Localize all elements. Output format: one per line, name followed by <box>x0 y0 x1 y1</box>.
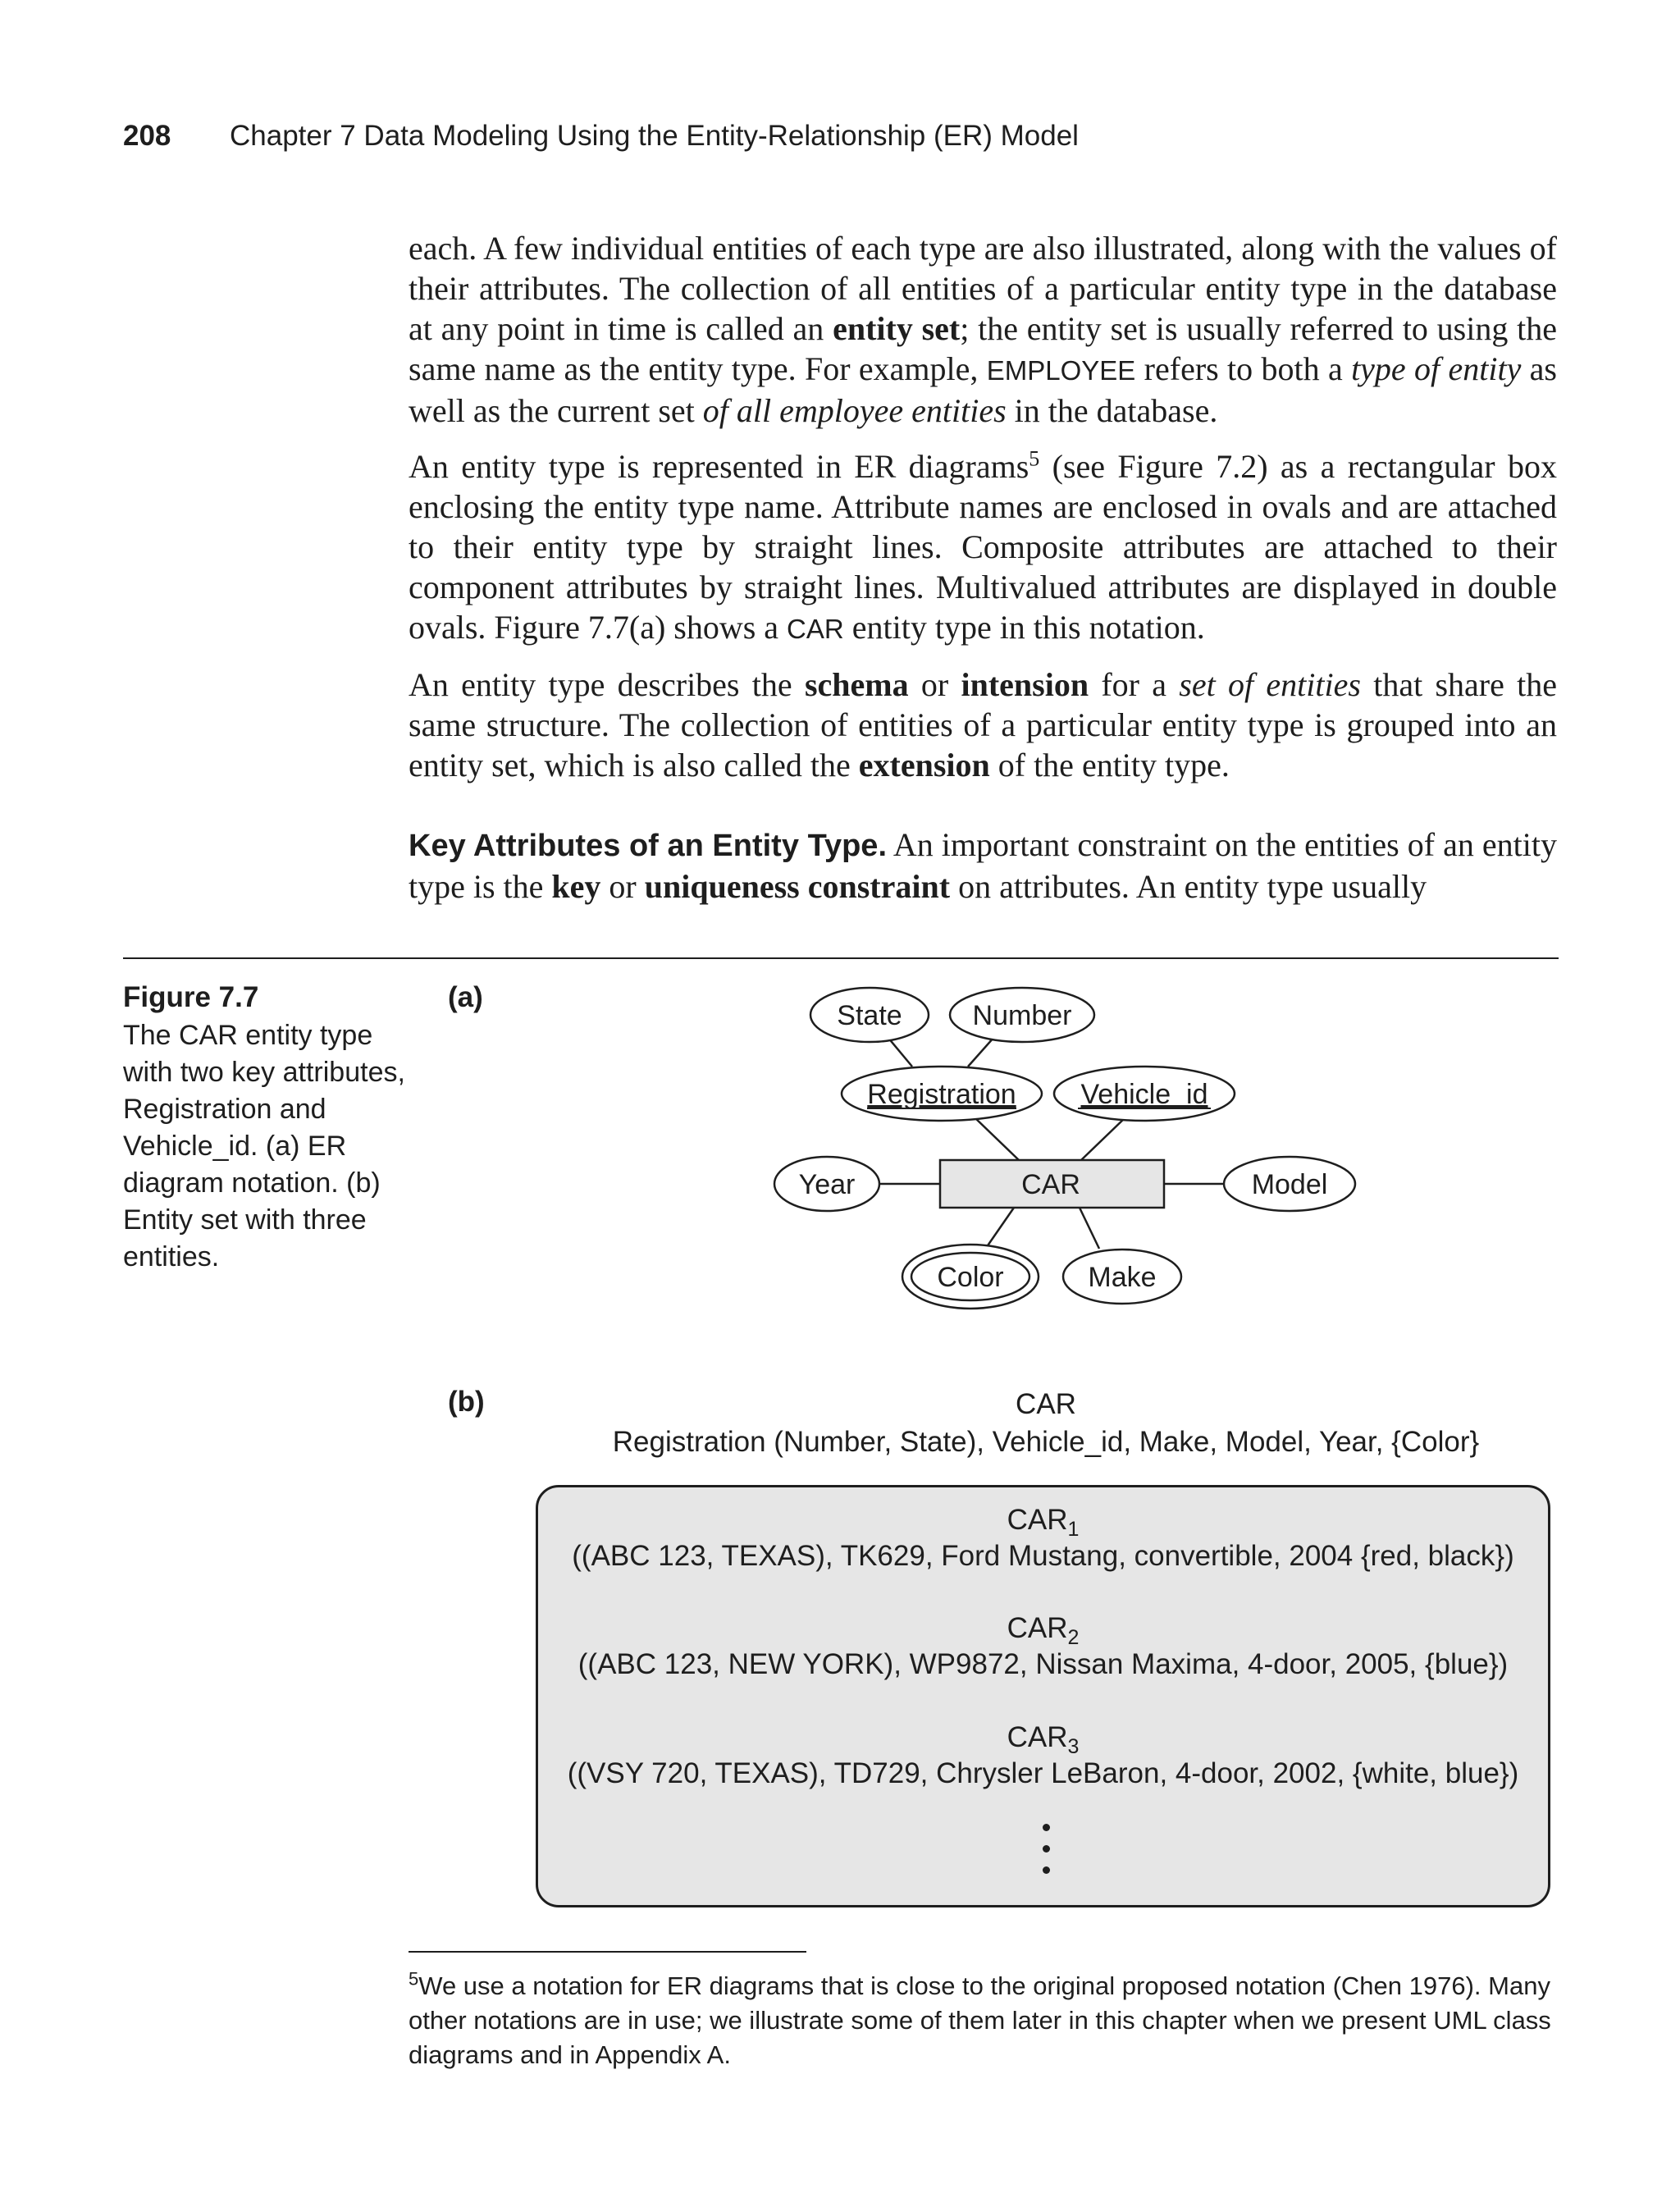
italic-term: set of entities <box>1179 666 1361 703</box>
paragraph-4 <box>409 825 1557 907</box>
attribute-make-label: Make <box>1088 1262 1157 1293</box>
entity-name: EMPLOYEE <box>986 355 1136 386</box>
figure-label: Figure 7.7 <box>123 981 259 1013</box>
footnote-marker: 5 <box>409 1968 419 1990</box>
connector-registration-car <box>975 1117 1019 1160</box>
bold-term: intension <box>961 666 1089 703</box>
bold-term: entity set <box>833 310 961 347</box>
footnote <box>409 1969 1557 2072</box>
text-run: ; the entity set is usually referred to using the same name as the entity type. For example, <box>409 310 1557 387</box>
running-head: Chapter 7 Data Modeling Using the Entity-Relationship (ER) Model <box>230 120 1079 152</box>
text-run: entity type in this notation. <box>843 609 1205 646</box>
ellipsis-dot <box>1043 1824 1050 1831</box>
connector-car-make <box>1080 1208 1099 1249</box>
entity-car-label: CAR <box>1021 1169 1080 1200</box>
text-run: refers to both a <box>1135 350 1352 387</box>
entity-name: CAR <box>1007 1504 1068 1536</box>
attribute-state-label: State <box>837 1000 902 1031</box>
paragraph-3 <box>409 665 1557 785</box>
entity-car-3-values: ((VSY 720, TEXAS), TD729, Chrysler LeBaron, 4-door, 2002, {white, blue}) <box>567 1757 1519 1789</box>
footnote-marker: 5 <box>1029 446 1040 471</box>
text-run: An important constraint on the entities of an entity type is the <box>409 826 1557 905</box>
attribute-color-label: Color <box>937 1262 1004 1293</box>
page-number: 208 <box>123 120 171 152</box>
text-run: for a <box>1089 666 1180 703</box>
figure-caption: The CAR entity type with two key attributes, Registration and Vehicle_id. (a) ER diagram notation. (b) Entity set with three entities. <box>123 1020 405 1272</box>
connector-vehicleid-car <box>1081 1117 1125 1160</box>
italic-term: of all employee entities <box>702 392 1007 429</box>
connector-car-color <box>984 1208 1014 1250</box>
entity-name: CAR <box>787 614 844 644</box>
footnote-rule <box>409 1951 806 1953</box>
text-run: each. A few individual entities of each type are also illustrated, along with the values of their attributes. The collection of all entities of a particular entity type in the database at any point in time is called an <box>409 230 1557 347</box>
connector-number-registration <box>968 1037 994 1067</box>
entity-car-1-values: ((ABC 123, TEXAS), TK629, Ford Mustang, convertible, 2004 {red, black}) <box>572 1540 1514 1572</box>
text-run: on attributes. An entity type usually <box>950 868 1427 905</box>
panel-a-label: (a) <box>448 981 483 1013</box>
ellipsis-dot <box>1043 1845 1050 1853</box>
paragraph-2 <box>409 446 1557 649</box>
text-run: in the database. <box>1006 392 1218 429</box>
entity-subscript: 2 <box>1067 1626 1080 1649</box>
bold-term: uniqueness constraint <box>644 868 951 905</box>
schema-attributes: Registration (Number, State), Vehicle_id, Make, Model, Year, {Color} <box>612 1426 1480 1458</box>
panel-b-label: (b) <box>448 1386 485 1418</box>
attribute-vehicleid-label: Vehicle_id <box>1080 1079 1208 1110</box>
entity-set-box <box>536 1485 1550 1907</box>
text-run: An entity type describes the <box>409 666 805 703</box>
text-run: or <box>908 666 961 703</box>
entity-car-2-values: ((ABC 123, NEW YORK), WP9872, Nissan Maxima, 4-door, 2005, {blue}) <box>578 1648 1509 1680</box>
text-run: An entity type is represented in ER diagrams <box>409 448 1029 485</box>
bold-term: schema <box>804 666 909 703</box>
section-heading: Key Attributes of an Entity Type. <box>409 829 887 863</box>
entity-name: CAR <box>1007 1721 1068 1753</box>
text-run: of the entity type. <box>989 747 1230 783</box>
bold-term: key <box>551 868 601 905</box>
paragraph-1 <box>409 228 1557 431</box>
text-run: or <box>600 868 645 905</box>
ellipsis-dot <box>1043 1866 1050 1874</box>
footnote-text: We use a notation for ER diagrams that is close to the original proposed notation (Chen 1976). Many other notations are in use; we illustrate some of them later in this chapter when we present UML class diagrams and in Appendix A. <box>409 1971 1551 2069</box>
entity-subscript: 3 <box>1067 1735 1080 1758</box>
bold-term: extension <box>858 747 990 783</box>
attribute-number-label: Number <box>972 1000 1072 1031</box>
text-run: (see Figure 7.2) as a rectangular box enclosing the entity type name. Attribute names are enclosed in ovals and are attached to their entity type by straight lines. Composite attributes are attached to their component attributes by straight lines. Multivalued attributes are displayed in double ovals. Figure 7.7(a) shows a <box>409 448 1557 646</box>
er-diagram <box>738 968 1378 1329</box>
attribute-year-label: Year <box>798 1169 856 1200</box>
attribute-model-label: Model <box>1251 1169 1328 1200</box>
figure-rule <box>123 957 1559 959</box>
text-run: as well as the current set <box>409 350 1557 429</box>
italic-term: type of entity <box>1351 350 1522 387</box>
text-run: that share the same structure. The collection of entities of a particular entity type is grouped into an entity set, which is also called the <box>409 666 1558 783</box>
entity-subscript: 1 <box>1067 1518 1080 1541</box>
attribute-registration-label: Registration <box>867 1079 1016 1110</box>
entity-name: CAR <box>1007 1612 1068 1644</box>
connector-state-registration <box>888 1037 912 1067</box>
schema-title: CAR <box>1016 1388 1076 1420</box>
